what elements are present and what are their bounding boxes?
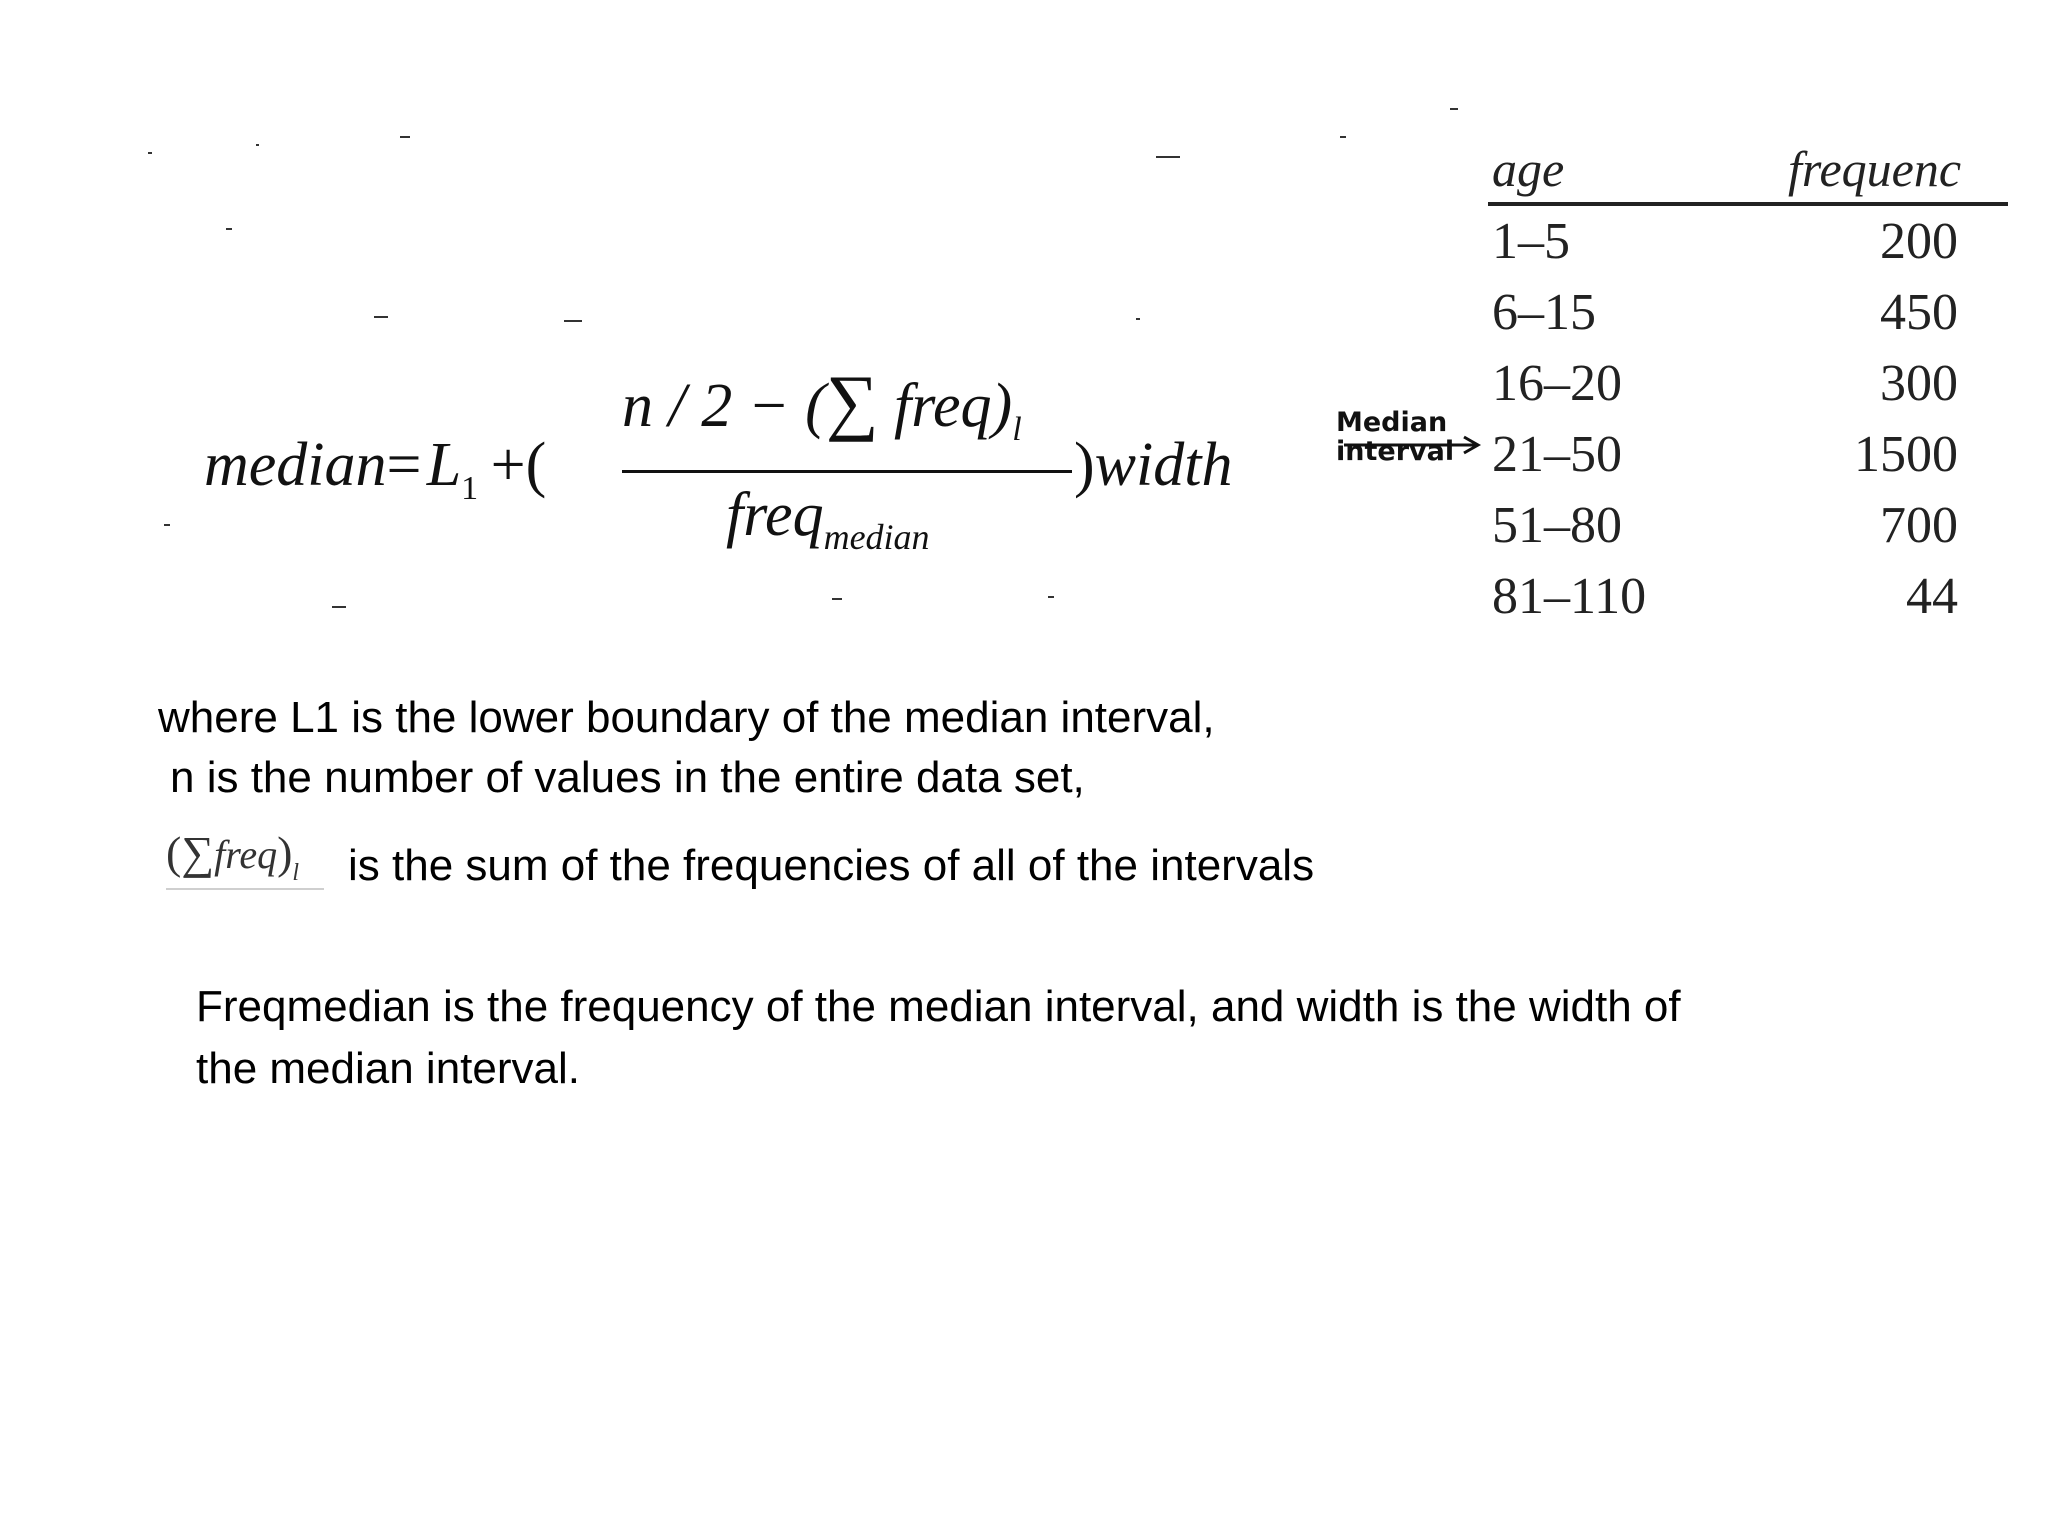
- denominator-subscript: median: [823, 517, 930, 557]
- scan-speck: [374, 316, 388, 318]
- scan-speck: [164, 524, 170, 526]
- table-row: [1488, 350, 2008, 421]
- median-label-line1: Median: [1336, 407, 1448, 438]
- denominator-freq: freq: [726, 481, 824, 549]
- formula-median-word: median: [204, 431, 387, 499]
- formula-numerator: [622, 360, 1022, 448]
- scan-speck: [832, 598, 842, 600]
- row-age: 81–110: [1492, 568, 1647, 625]
- row-age: 21–50: [1492, 426, 1622, 483]
- explanation-line-n: n is the number of values in the entire data set,: [170, 753, 1085, 802]
- table-row: [1488, 279, 2008, 350]
- table-header-rule: [1488, 202, 2008, 206]
- numerator-n-half: n / 2 − (: [622, 372, 826, 440]
- row-frequency: 450: [1880, 284, 1958, 341]
- row-age: 1–5: [1492, 213, 1570, 270]
- table-header: [1488, 136, 2008, 202]
- formula-L-subscript: 1: [461, 470, 479, 507]
- table-row: [1488, 563, 2008, 634]
- formula-width: width: [1094, 431, 1233, 499]
- row-age: 6–15: [1492, 284, 1596, 341]
- scan-speck: [256, 144, 259, 146]
- explanation-line-width: the median interval.: [196, 1044, 580, 1093]
- row-age: 16–20: [1492, 355, 1622, 412]
- scan-speck: [400, 136, 410, 138]
- scan-speck: [1048, 596, 1054, 598]
- scan-speck: [226, 228, 232, 230]
- numerator-freq: freq): [878, 372, 1013, 440]
- sigma-icon: ∑: [825, 361, 879, 443]
- explanation-line-sum: is the sum of the frequencies of all of the intervals: [348, 841, 1315, 890]
- explanation-line-freqmedian: Freqmedian is the frequency of the median interval, and width is the width of: [196, 982, 1681, 1031]
- header-frequency: frequenc: [1788, 141, 1962, 197]
- table-row: [1488, 208, 2008, 279]
- sum-freq-word: freq: [214, 832, 278, 877]
- sum-freq-symbol: [166, 826, 324, 890]
- scan-speck: [1450, 108, 1458, 110]
- table-row-median: [1488, 421, 2008, 492]
- formula-open-paren: (: [525, 431, 547, 499]
- sum-subscript: l: [292, 860, 300, 886]
- row-frequency: 1500: [1854, 426, 1958, 483]
- numerator-subscript: l: [1012, 411, 1022, 448]
- scan-speck: [332, 606, 346, 608]
- formula-lhs: [204, 430, 547, 507]
- sum-close: ): [277, 827, 293, 878]
- formula-rhs: [1074, 430, 1232, 501]
- arrow-right-icon: [1336, 430, 1486, 460]
- row-frequency: 700: [1880, 497, 1958, 554]
- formula-L: L: [426, 431, 462, 499]
- scan-speck: [1136, 318, 1140, 320]
- formula-close-paren: ): [1074, 431, 1095, 499]
- formula-equals: =: [386, 431, 422, 499]
- row-frequency: 44: [1906, 568, 1958, 625]
- row-frequency: 300: [1880, 355, 1958, 412]
- row-age: 51–80: [1492, 497, 1622, 554]
- formula-denominator: [726, 480, 930, 557]
- scan-speck: [1340, 136, 1346, 138]
- scan-speck: [148, 152, 152, 154]
- scan-speck: [564, 320, 582, 322]
- formula-plus: +: [490, 431, 526, 499]
- table-row: [1488, 492, 2008, 563]
- age-frequency-table: [1488, 136, 2008, 634]
- sum-open: (∑: [166, 827, 215, 878]
- fraction-bar: [622, 470, 1072, 473]
- header-age: age: [1492, 141, 1565, 197]
- median-label-line2: interval: [1336, 436, 1455, 467]
- scan-speck: [1156, 156, 1180, 158]
- row-frequency: 200: [1880, 213, 1958, 270]
- explanation-line-l1: where L1 is the lower boundary of the median interval,: [158, 693, 1215, 742]
